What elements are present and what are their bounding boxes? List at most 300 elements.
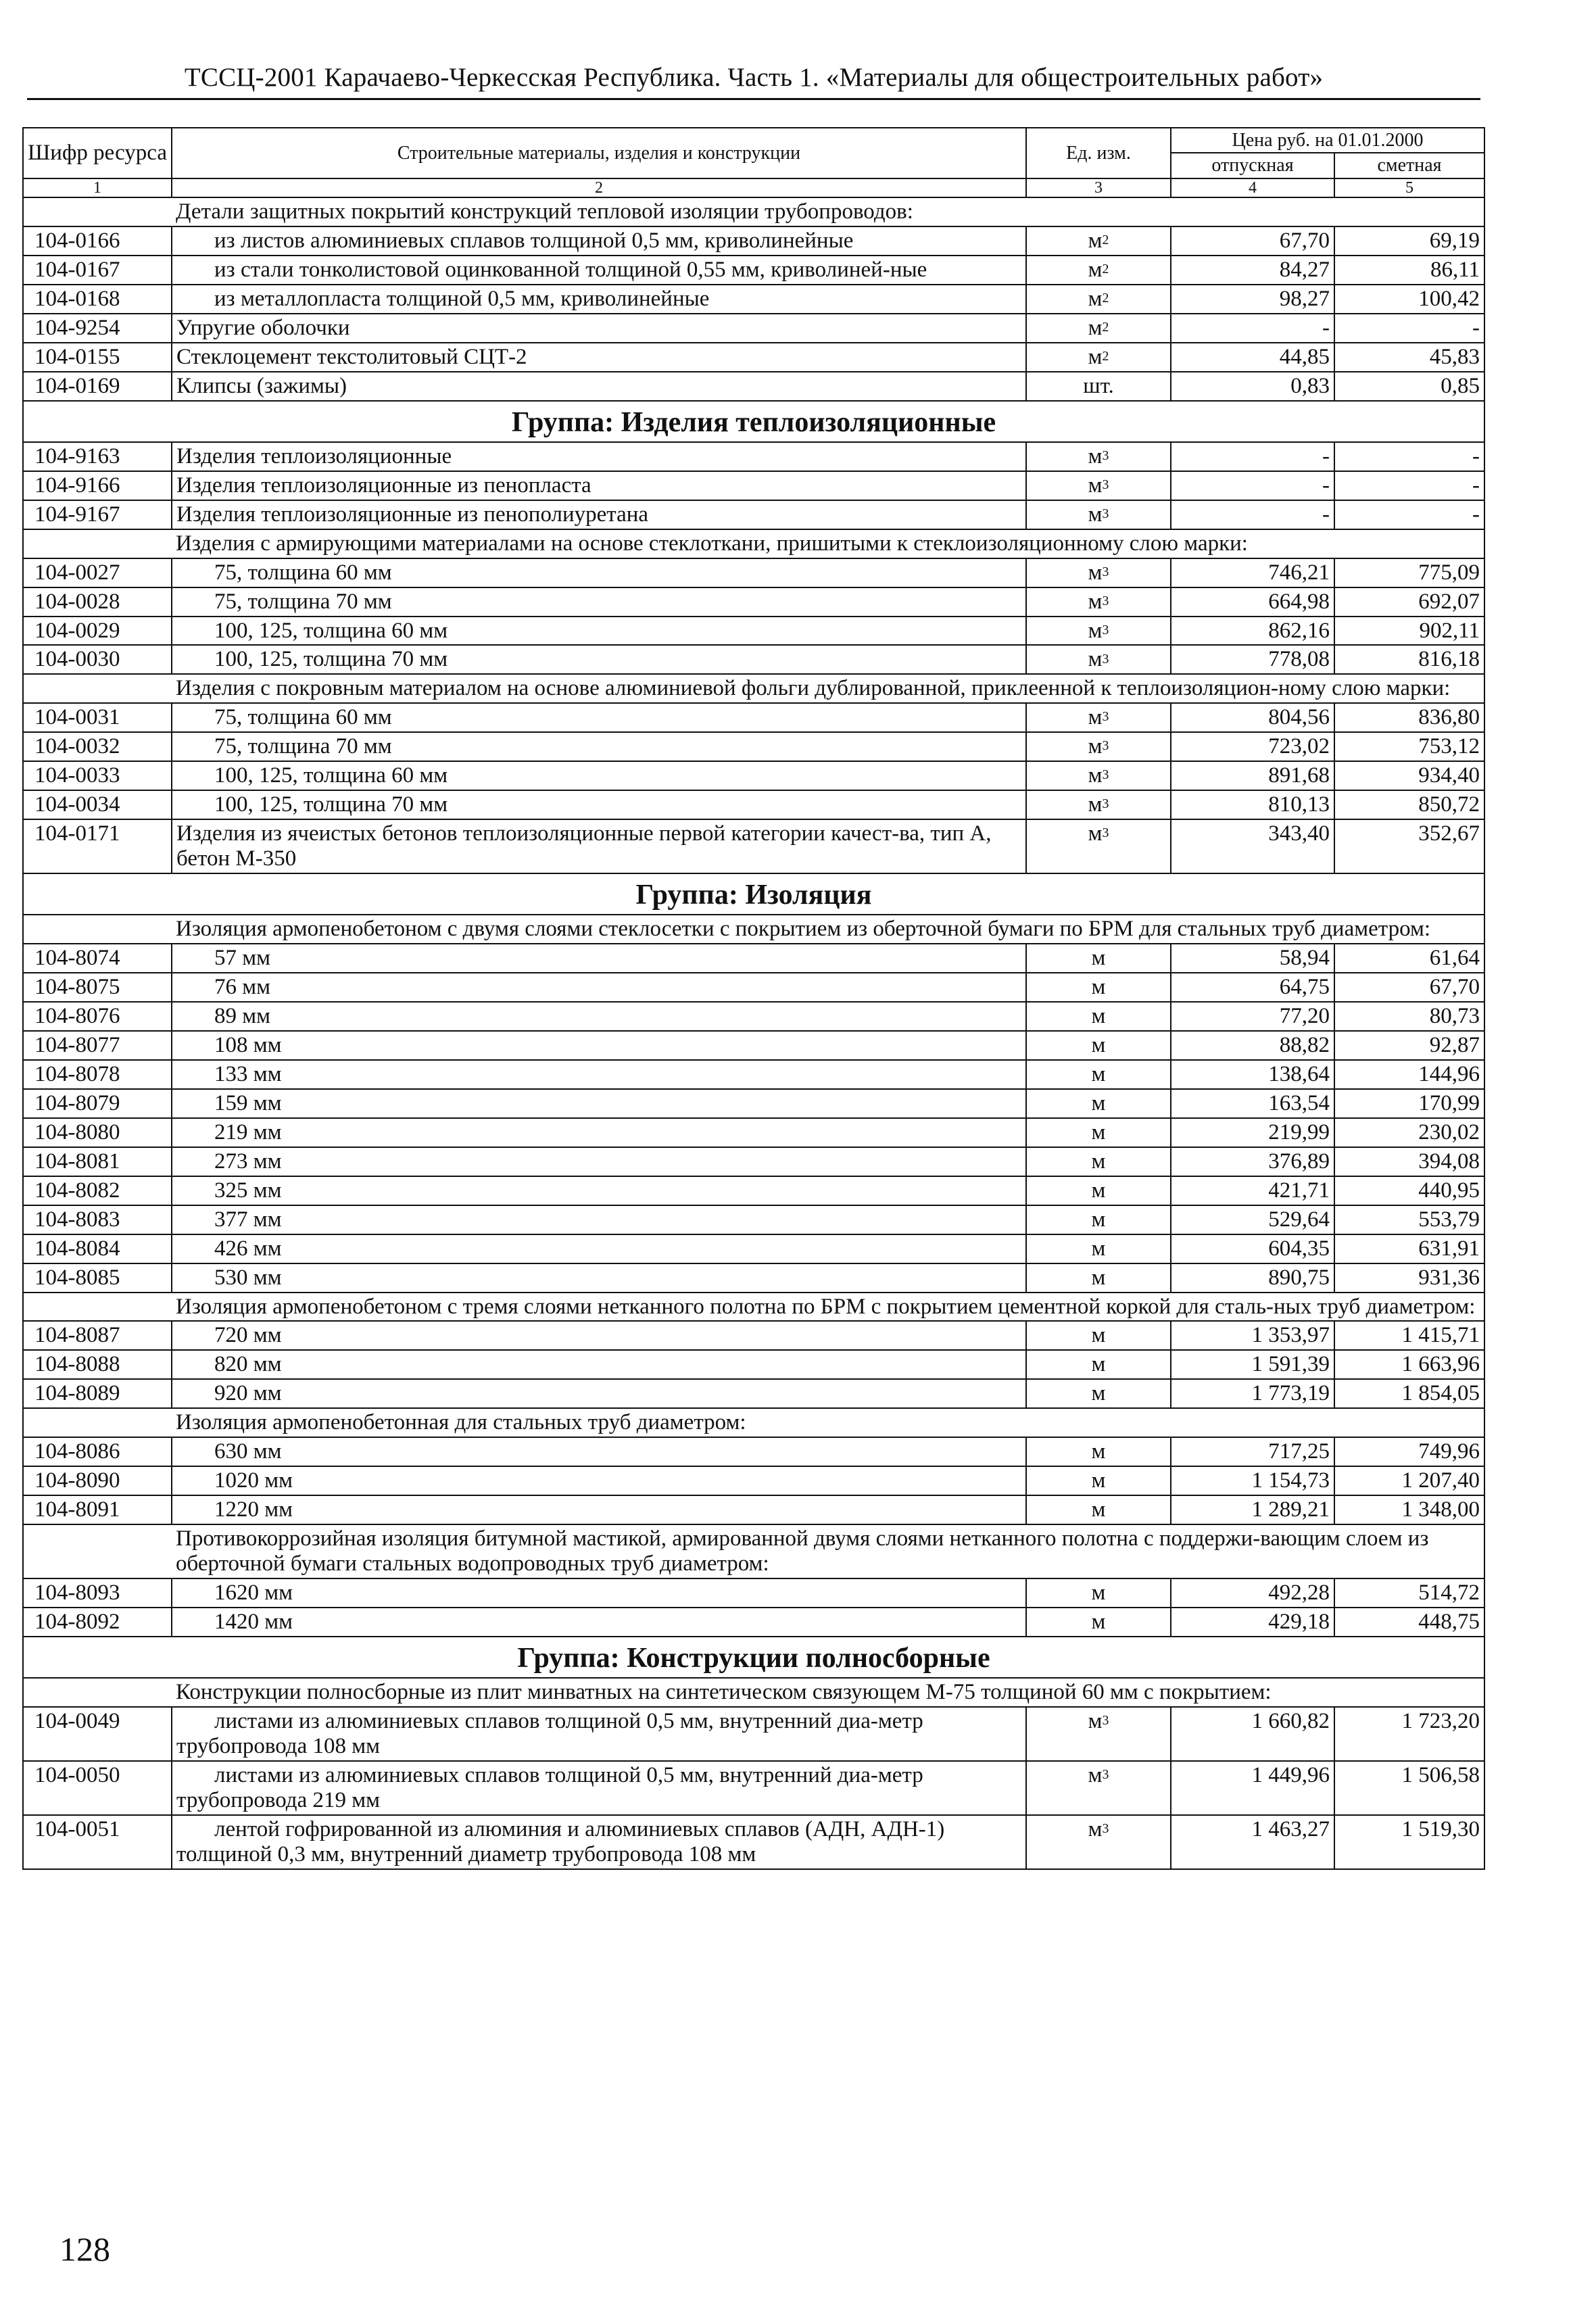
material-name: 1020 мм xyxy=(172,1466,1026,1495)
table-row xyxy=(23,1466,1484,1495)
table-row xyxy=(23,1761,1484,1815)
release-price: - xyxy=(1171,314,1334,343)
subsection-heading: Изделия с армирующими материалами на основе стеклоткани, пришитыми к стеклоизоляционному слою марки: xyxy=(172,529,1484,558)
resource-code: 104-0028 xyxy=(23,587,172,617)
table-row xyxy=(23,1707,1484,1761)
estimate-price: 1 663,96 xyxy=(1334,1350,1484,1379)
release-price: 84,27 xyxy=(1171,256,1334,285)
release-price: 138,64 xyxy=(1171,1060,1334,1089)
unit-exponent: 2 xyxy=(1102,233,1109,248)
subsection-heading: Изоляция армопенобетоном с тремя слоями нетканного полотна по БРМ с покрытием цементной коркой для сталь-ных труб диаметром: xyxy=(172,1293,1484,1322)
material-name: Клипсы (зажимы) xyxy=(172,372,1026,401)
unit-exponent: 2 xyxy=(1102,291,1109,306)
estimate-price: 1 723,20 xyxy=(1334,1707,1484,1761)
table-row xyxy=(23,1578,1484,1608)
table-row xyxy=(23,471,1484,500)
resource-code: 104-9167 xyxy=(23,500,172,529)
subsection-row xyxy=(23,1408,1484,1437)
unit-label: м xyxy=(1091,975,1106,1000)
material-name: листами из алюминиевых сплавов толщиной 0,5 мм, внутренний диа-метр трубопровода 219 мм xyxy=(172,1761,1026,1815)
resource-code: 104-0034 xyxy=(23,790,172,819)
unit-label: м xyxy=(1091,1178,1106,1203)
estimate-price: 448,75 xyxy=(1334,1608,1484,1637)
estimate-price: 100,42 xyxy=(1334,285,1484,314)
unit-label: м xyxy=(1088,286,1103,311)
estimate-price: 61,64 xyxy=(1334,944,1484,973)
release-price: 804,56 xyxy=(1171,703,1334,732)
unit-cell xyxy=(1026,973,1171,1002)
estimate-price: 692,07 xyxy=(1334,587,1484,617)
empty-code-cell xyxy=(23,529,172,558)
resource-code: 104-8080 xyxy=(23,1118,172,1147)
table-row xyxy=(23,1379,1484,1408)
unit-cell xyxy=(1026,1205,1171,1234)
estimate-price: 92,87 xyxy=(1334,1031,1484,1060)
unit-cell xyxy=(1026,558,1171,587)
unit-cell xyxy=(1026,587,1171,617)
unit-cell xyxy=(1026,471,1171,500)
material-name: Упругие оболочки xyxy=(172,314,1026,343)
estimate-price: 631,91 xyxy=(1334,1234,1484,1263)
resource-code: 104-0029 xyxy=(23,617,172,646)
estimate-price: 67,70 xyxy=(1334,973,1484,1002)
unit-cell xyxy=(1026,1495,1171,1524)
release-price: 664,98 xyxy=(1171,587,1334,617)
release-price: 1 449,96 xyxy=(1171,1761,1334,1815)
table-row xyxy=(23,1495,1484,1524)
unit-cell xyxy=(1026,1466,1171,1495)
unit-label: шт. xyxy=(1083,373,1114,398)
resource-code: 104-8076 xyxy=(23,1002,172,1031)
page-number: 128 xyxy=(59,2230,110,2268)
material-name: 630 мм xyxy=(172,1437,1026,1466)
unit-label: м xyxy=(1088,1708,1103,1733)
release-price-header: отпускная xyxy=(1171,153,1334,178)
resource-code: 104-8087 xyxy=(23,1321,172,1350)
material-name: 100, 125, толщина 60 мм xyxy=(172,617,1026,646)
unit-cell xyxy=(1026,761,1171,790)
table-row xyxy=(23,1176,1484,1205)
unit-label: м xyxy=(1091,1352,1106,1377)
release-price: 429,18 xyxy=(1171,1608,1334,1637)
release-price: 64,75 xyxy=(1171,973,1334,1002)
unit-cell xyxy=(1026,1176,1171,1205)
estimate-price: - xyxy=(1334,471,1484,500)
unit-cell xyxy=(1026,1089,1171,1118)
unit-label: м xyxy=(1091,1032,1106,1057)
estimate-price: 514,72 xyxy=(1334,1578,1484,1608)
material-name: 133 мм xyxy=(172,1060,1026,1089)
group-heading: Группа: Изделия теплоизоляционные xyxy=(23,401,1484,442)
release-price: 163,54 xyxy=(1171,1089,1334,1118)
unit-cell xyxy=(1026,1437,1171,1466)
resource-code: 104-8088 xyxy=(23,1350,172,1379)
material-name: 75, толщина 60 мм xyxy=(172,703,1026,732)
unit-cell xyxy=(1026,1707,1171,1761)
subsection-row xyxy=(23,529,1484,558)
table-row xyxy=(23,226,1484,256)
table-row xyxy=(23,285,1484,314)
unit-exponent: 3 xyxy=(1102,738,1109,754)
table-row xyxy=(23,973,1484,1002)
unit-cell xyxy=(1026,1379,1171,1408)
unit-label: м xyxy=(1088,792,1103,817)
resource-code: 104-8079 xyxy=(23,1089,172,1118)
resource-code: 104-0171 xyxy=(23,819,172,873)
estimate-price: 816,18 xyxy=(1334,645,1484,674)
table-row xyxy=(23,1350,1484,1379)
material-name: 219 мм xyxy=(172,1118,1026,1147)
unit-label: м xyxy=(1088,443,1103,468)
unit-label: м xyxy=(1088,228,1103,254)
unit-label: м xyxy=(1091,1323,1106,1348)
unit-label: м xyxy=(1088,560,1103,585)
unit-exponent: 3 xyxy=(1102,825,1109,841)
resource-code: 104-0166 xyxy=(23,226,172,256)
unit-cell xyxy=(1026,1761,1171,1815)
unit-cell xyxy=(1026,256,1171,285)
empty-code-cell xyxy=(23,1408,172,1437)
resource-code: 104-8093 xyxy=(23,1578,172,1608)
unit-label: м xyxy=(1091,1061,1106,1086)
estimate-price: 1 415,71 xyxy=(1334,1321,1484,1350)
estimate-price: 86,11 xyxy=(1334,256,1484,285)
estimate-price: 902,11 xyxy=(1334,617,1484,646)
subsection-row xyxy=(23,1524,1484,1578)
release-price: 343,40 xyxy=(1171,819,1334,873)
table-row xyxy=(23,1437,1484,1466)
material-name: 159 мм xyxy=(172,1089,1026,1118)
code-column-header xyxy=(23,128,172,178)
table-row xyxy=(23,1815,1484,1869)
release-price: 723,02 xyxy=(1171,732,1334,761)
table-row xyxy=(23,1321,1484,1350)
material-name: 1420 мм xyxy=(172,1608,1026,1637)
material-name: 1620 мм xyxy=(172,1578,1026,1608)
unit-cell xyxy=(1026,285,1171,314)
table-row xyxy=(23,442,1484,471)
unit-label: м xyxy=(1088,473,1103,498)
unit-label: м xyxy=(1091,1004,1106,1028)
unit-label: м xyxy=(1091,1149,1106,1174)
unit-cell xyxy=(1026,1002,1171,1031)
unit-exponent: 3 xyxy=(1102,593,1109,608)
empty-code-cell xyxy=(23,197,172,226)
unit-label: м xyxy=(1091,1236,1106,1261)
unit-exponent: 2 xyxy=(1102,262,1109,277)
resource-code: 104-0167 xyxy=(23,256,172,285)
unit-cell xyxy=(1026,1321,1171,1350)
estimate-price: 0,85 xyxy=(1334,372,1484,401)
resource-code: 104-0033 xyxy=(23,761,172,790)
unit-exponent: 3 xyxy=(1102,477,1109,492)
code-header-label: Шифр ресурса xyxy=(28,141,167,166)
estimate-price: 749,96 xyxy=(1334,1437,1484,1466)
unit-exponent: 3 xyxy=(1102,767,1109,783)
estimate-price: - xyxy=(1334,442,1484,471)
table-body xyxy=(23,197,1484,1869)
unit-cell xyxy=(1026,314,1171,343)
unit-label: м xyxy=(1088,1762,1103,1787)
resource-code: 104-8091 xyxy=(23,1495,172,1524)
release-price: 219,99 xyxy=(1171,1118,1334,1147)
estimate-price: 1 506,58 xyxy=(1334,1761,1484,1815)
table-head-row xyxy=(23,128,1484,153)
estimate-price: 553,79 xyxy=(1334,1205,1484,1234)
unit-label: м xyxy=(1091,1381,1106,1406)
unit-label: м xyxy=(1088,344,1103,369)
estimate-price: - xyxy=(1334,500,1484,529)
subsection-heading: Изоляция армопенобетонная для стальных труб диаметром: xyxy=(172,1408,1484,1437)
release-price: 1 154,73 xyxy=(1171,1466,1334,1495)
unit-label: м xyxy=(1091,1090,1106,1115)
estimate-price: 1 854,05 xyxy=(1334,1379,1484,1408)
table-row xyxy=(23,1118,1484,1147)
empty-code-cell xyxy=(23,1524,172,1578)
resource-code: 104-0169 xyxy=(23,372,172,401)
material-name: 100, 125, толщина 70 мм xyxy=(172,645,1026,674)
resource-code: 104-8075 xyxy=(23,973,172,1002)
column-number: 1 xyxy=(23,178,172,197)
unit-exponent: 3 xyxy=(1102,448,1109,463)
resource-code: 104-0031 xyxy=(23,703,172,732)
unit-label: м xyxy=(1091,1610,1106,1635)
release-price: 44,85 xyxy=(1171,343,1334,372)
unit-cell xyxy=(1026,1147,1171,1176)
unit-label: м xyxy=(1091,1119,1106,1144)
resource-code: 104-9254 xyxy=(23,314,172,343)
subsection-heading: Изделия с покровным материалом на основе алюминиевой фольги дублированной, приклеенной к теплоизоляцион-ному слою марки: xyxy=(172,674,1484,703)
material-name: 75, толщина 70 мм xyxy=(172,732,1026,761)
unit-cell xyxy=(1026,372,1171,401)
resource-code: 104-0155 xyxy=(23,343,172,372)
group-heading-row xyxy=(23,401,1484,442)
resource-code: 104-0027 xyxy=(23,558,172,587)
estimate-price: 440,95 xyxy=(1334,1176,1484,1205)
estimate-price: 170,99 xyxy=(1334,1089,1484,1118)
material-name: лентой гофрированной из алюминия и алюминиевых сплавов (АДН, АДН-1) толщиной 0,3 мм, внутренний диаметр трубопровода 108 мм xyxy=(172,1815,1026,1869)
release-price: 1 660,82 xyxy=(1171,1707,1334,1761)
release-price: 376,89 xyxy=(1171,1147,1334,1176)
page-header xyxy=(27,62,1480,100)
table-row xyxy=(23,761,1484,790)
table-row xyxy=(23,587,1484,617)
unit-exponent: 3 xyxy=(1102,1766,1109,1782)
subsection-row xyxy=(23,674,1484,703)
price-table xyxy=(22,127,1485,1870)
table-row xyxy=(23,558,1484,587)
estimate-price: 1 207,40 xyxy=(1334,1466,1484,1495)
release-price: 891,68 xyxy=(1171,761,1334,790)
material-name: 377 мм xyxy=(172,1205,1026,1234)
empty-code-cell xyxy=(23,674,172,703)
table-row xyxy=(23,1234,1484,1263)
material-name: 76 мм xyxy=(172,973,1026,1002)
unit-cell xyxy=(1026,1608,1171,1637)
subsection-row xyxy=(23,1678,1484,1707)
material-name: 920 мм xyxy=(172,1379,1026,1408)
table-row xyxy=(23,1089,1484,1118)
material-name: 325 мм xyxy=(172,1176,1026,1205)
unit-exponent: 3 xyxy=(1102,564,1109,579)
resource-code: 104-0049 xyxy=(23,1707,172,1761)
material-name: Изделия теплоизоляционные xyxy=(172,442,1026,471)
resource-code: 104-0030 xyxy=(23,645,172,674)
table-row xyxy=(23,343,1484,372)
material-name: 100, 125, толщина 70 мм xyxy=(172,790,1026,819)
group-heading-row xyxy=(23,1637,1484,1678)
estimate-price: 775,09 xyxy=(1334,558,1484,587)
unit-exponent: 3 xyxy=(1102,796,1109,812)
material-name: из стали тонколистовой оцинкованной толщиной 0,55 мм, криволиней-ные xyxy=(172,256,1026,285)
estimate-price: 45,83 xyxy=(1334,343,1484,372)
table-row xyxy=(23,617,1484,646)
unit-label: м xyxy=(1091,1439,1106,1464)
unit-cell xyxy=(1026,732,1171,761)
release-price: 1 289,21 xyxy=(1171,1495,1334,1524)
table-row xyxy=(23,819,1484,873)
release-price: 98,27 xyxy=(1171,285,1334,314)
table-row xyxy=(23,1608,1484,1637)
table-row xyxy=(23,1263,1484,1293)
resource-code: 104-8085 xyxy=(23,1263,172,1293)
subsection-heading: Детали защитных покрытий конструкций тепловой изоляции трубопроводов: xyxy=(172,197,1484,226)
table-row xyxy=(23,645,1484,674)
material-name: 530 мм xyxy=(172,1263,1026,1293)
unit-exponent: 2 xyxy=(1102,348,1109,364)
release-price: 58,94 xyxy=(1171,944,1334,973)
unit-cell xyxy=(1026,1234,1171,1263)
release-price: 746,21 xyxy=(1171,558,1334,587)
unit-cell xyxy=(1026,819,1171,873)
release-price: 1 773,19 xyxy=(1171,1379,1334,1408)
resource-code: 104-0032 xyxy=(23,732,172,761)
column-number: 5 xyxy=(1334,178,1484,197)
release-price: 67,70 xyxy=(1171,226,1334,256)
unit-cell xyxy=(1026,226,1171,256)
unit-cell xyxy=(1026,617,1171,646)
table-row xyxy=(23,256,1484,285)
resource-code: 104-8078 xyxy=(23,1060,172,1089)
material-name: 720 мм xyxy=(172,1321,1026,1350)
resource-code: 104-8077 xyxy=(23,1031,172,1060)
unit-label: м xyxy=(1091,1581,1106,1606)
column-number: 2 xyxy=(172,178,1026,197)
unit-cell xyxy=(1026,343,1171,372)
release-price: 810,13 xyxy=(1171,790,1334,819)
material-name: 75, толщина 70 мм xyxy=(172,587,1026,617)
material-name: 273 мм xyxy=(172,1147,1026,1176)
unit-label: м xyxy=(1091,1468,1106,1493)
unit-label: м xyxy=(1091,946,1106,971)
resource-code: 104-8092 xyxy=(23,1608,172,1637)
estimate-price: 1 348,00 xyxy=(1334,1495,1484,1524)
unit-cell xyxy=(1026,1815,1171,1869)
unit-label: м xyxy=(1088,647,1103,672)
material-name: 100, 125, толщина 60 мм xyxy=(172,761,1026,790)
unit-cell xyxy=(1026,442,1171,471)
material-name: 1220 мм xyxy=(172,1495,1026,1524)
table-row xyxy=(23,1031,1484,1060)
material-name: 89 мм xyxy=(172,1002,1026,1031)
material-name: Изделия из ячеистых бетонов теплоизоляционные первой категории качест-ва, тип А, бетон М-350 xyxy=(172,819,1026,873)
material-name: Изделия теплоизоляционные из пенопласта xyxy=(172,471,1026,500)
unit-exponent: 3 xyxy=(1102,1713,1109,1729)
unit-label: м xyxy=(1088,734,1103,759)
subsection-heading: Противокоррозийная изоляция битумной мастикой, армированной двумя слоями нетканного полотна с поддержи-вающим слоем из оберточной бумаги стальных водопроводных труб диаметром: xyxy=(172,1524,1484,1578)
empty-code-cell xyxy=(23,1678,172,1707)
release-price: 77,20 xyxy=(1171,1002,1334,1031)
price-group-header: Цена руб. на 01.01.2000 xyxy=(1171,128,1484,153)
material-name: из листов алюминиевых сплавов толщиной 0,5 мм, криволинейные xyxy=(172,226,1026,256)
release-price: 717,25 xyxy=(1171,1437,1334,1466)
estimate-price: 394,08 xyxy=(1334,1147,1484,1176)
unit-label: м xyxy=(1088,1816,1103,1841)
estimate-price-header: сметная xyxy=(1334,153,1484,178)
unit-exponent: 3 xyxy=(1102,1820,1109,1836)
release-price: - xyxy=(1171,500,1334,529)
column-number: 4 xyxy=(1171,178,1334,197)
estimate-price: 850,72 xyxy=(1334,790,1484,819)
subsection-heading: Изоляция армопенобетоном с двумя слоями стеклосетки с покрытием из оберточной бумаги по БРМ для стальных труб диаметром: xyxy=(172,915,1484,944)
release-price: 862,16 xyxy=(1171,617,1334,646)
column-number-row xyxy=(23,178,1484,197)
unit-column-header: Ед. изм. xyxy=(1026,128,1171,178)
resource-code: 104-8084 xyxy=(23,1234,172,1263)
estimate-price: 80,73 xyxy=(1334,1002,1484,1031)
material-name: 108 мм xyxy=(172,1031,1026,1060)
resource-code: 104-8081 xyxy=(23,1147,172,1176)
unit-cell xyxy=(1026,645,1171,674)
resource-code: 104-0051 xyxy=(23,1815,172,1869)
release-price: - xyxy=(1171,471,1334,500)
unit-cell xyxy=(1026,1031,1171,1060)
release-price: 1 591,39 xyxy=(1171,1350,1334,1379)
resource-code: 104-8082 xyxy=(23,1176,172,1205)
unit-label: м xyxy=(1088,618,1103,643)
table-row xyxy=(23,1060,1484,1089)
release-price: 1 463,27 xyxy=(1171,1815,1334,1869)
material-name: 820 мм xyxy=(172,1350,1026,1379)
unit-exponent: 3 xyxy=(1102,651,1109,667)
release-price: 492,28 xyxy=(1171,1578,1334,1608)
page-title: ТССЦ-2001 Карачаево-Черкесская Республика. Часть 1. «Материалы для общестроительных работ» xyxy=(184,63,1324,92)
unit-label: м xyxy=(1091,1265,1106,1290)
estimate-price: 144,96 xyxy=(1334,1060,1484,1089)
material-name: листами из алюминиевых сплавов толщиной 0,5 мм, внутренний диа-метр трубопровода 108 мм xyxy=(172,1707,1026,1761)
table-row xyxy=(23,314,1484,343)
resource-code: 104-8090 xyxy=(23,1466,172,1495)
subsection-row xyxy=(23,197,1484,226)
resource-code: 104-8089 xyxy=(23,1379,172,1408)
group-heading: Группа: Конструкции полносборные xyxy=(23,1637,1484,1678)
resource-code: 104-0168 xyxy=(23,285,172,314)
subsection-row xyxy=(23,1293,1484,1322)
unit-cell xyxy=(1026,1578,1171,1608)
table-row xyxy=(23,1002,1484,1031)
estimate-price: 69,19 xyxy=(1334,226,1484,256)
unit-label: м xyxy=(1088,589,1103,614)
resource-code: 104-0050 xyxy=(23,1761,172,1815)
estimate-price: 230,02 xyxy=(1334,1118,1484,1147)
unit-cell xyxy=(1026,790,1171,819)
estimate-price: 753,12 xyxy=(1334,732,1484,761)
material-name: 426 мм xyxy=(172,1234,1026,1263)
release-price: - xyxy=(1171,442,1334,471)
unit-cell xyxy=(1026,1350,1171,1379)
material-name: Стеклоцемент текстолитовый СЦТ-2 xyxy=(172,343,1026,372)
unit-exponent: 3 xyxy=(1102,506,1109,521)
